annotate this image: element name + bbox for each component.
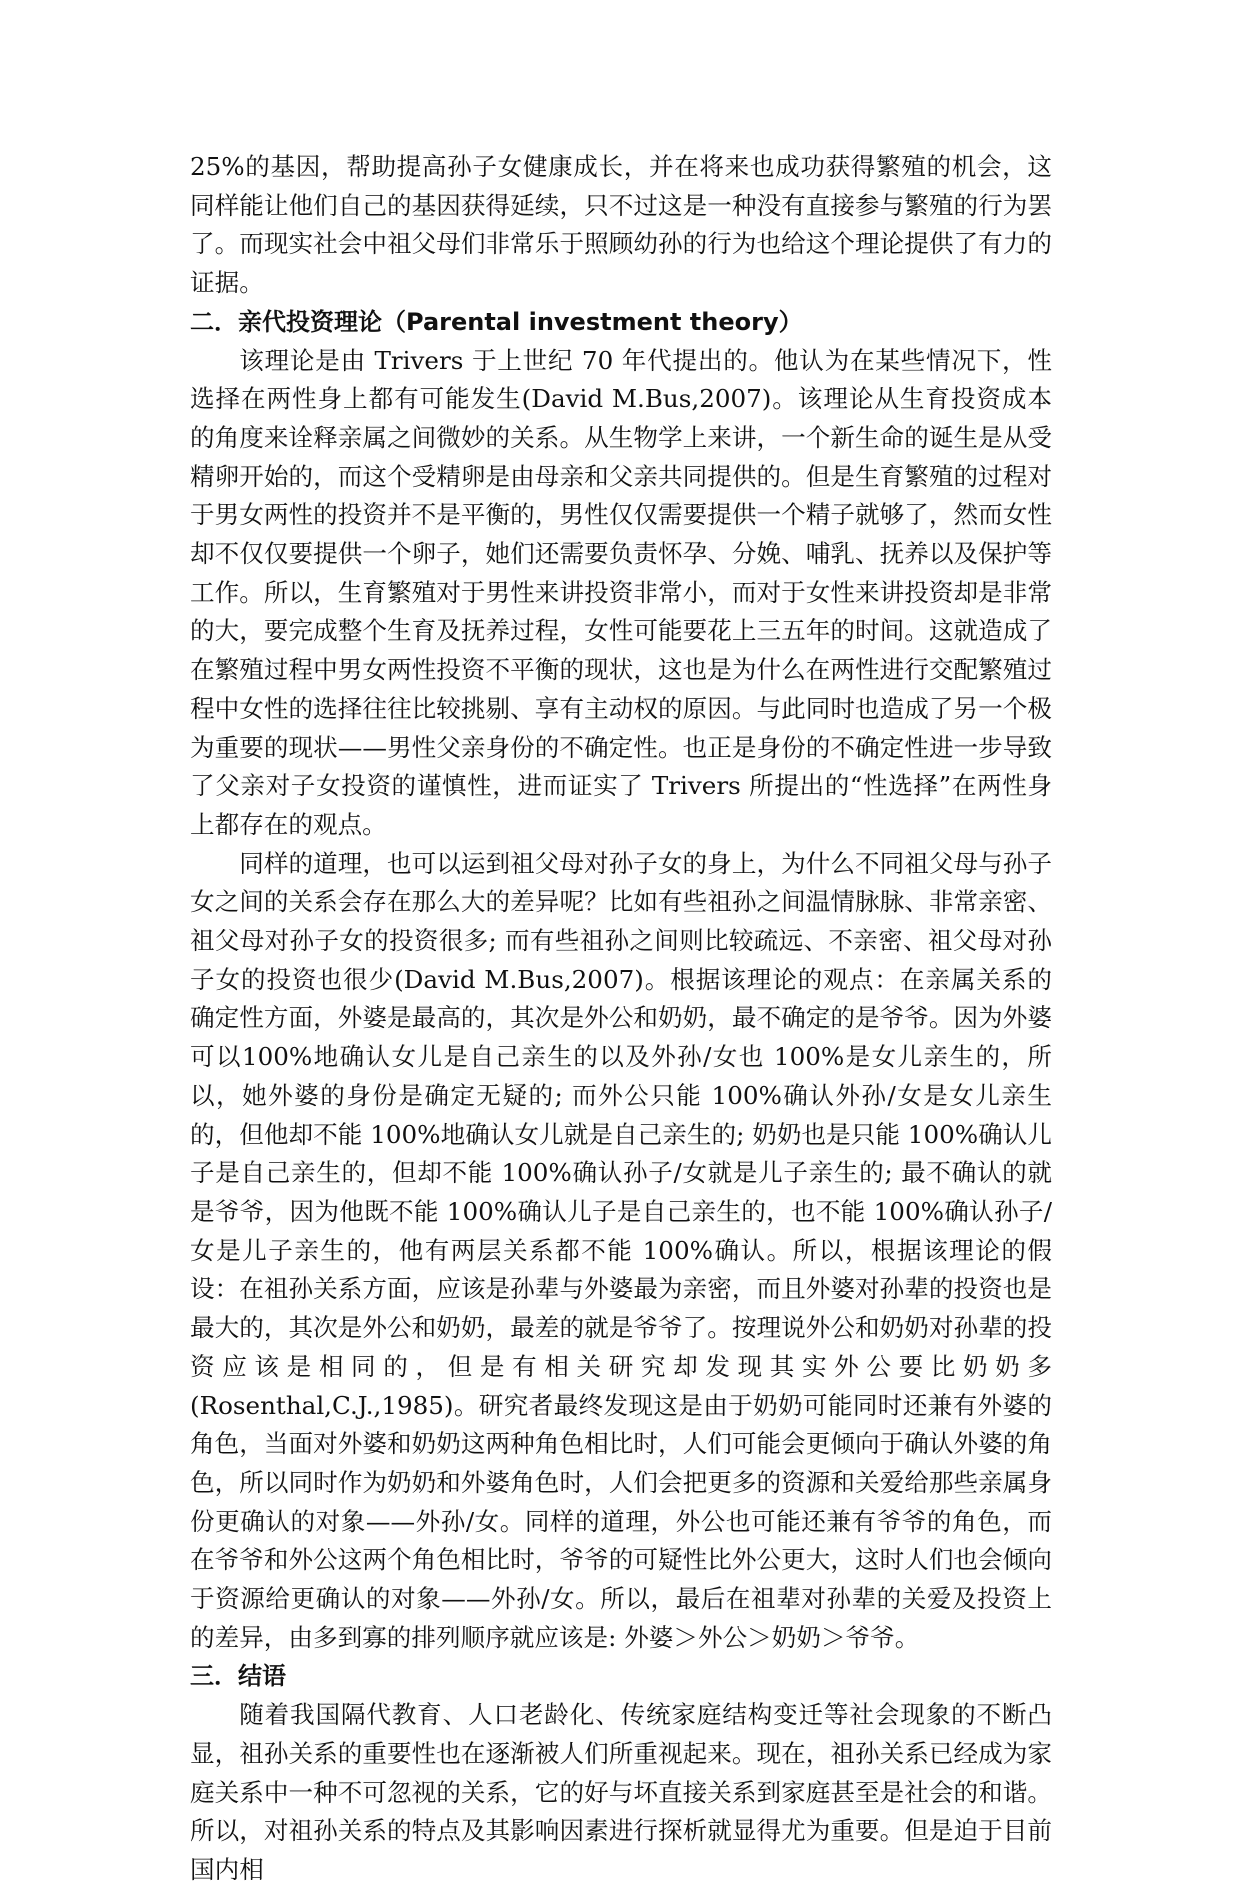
paragraph-conclusion: 随着我国隔代教育、人口老龄化、传统家庭结构变迁等社会现象的不断凸显，祖孙关系的重要性也在逐渐被人们所重视起来。现在，祖孙关系已经成为家庭关系中一种不可忽视的关系，它的好与坏直接关系到家庭甚至是社会的和谐。所以，对祖孙关系的特点及其影响因素进行探析就显得尤为重要。但是迫于目前国内相 bbox=[190, 1700, 1052, 1884]
section-heading-parental-investment: 二．亲代投资理论（Parental investment theory） bbox=[190, 307, 803, 336]
document-page bbox=[190, 148, 1052, 1890]
section-heading-conclusion: 三．结语 bbox=[190, 1662, 286, 1691]
paragraph-grandparent-investment: 同样的道理，也可以运到祖父母对孙子女的身上，为什么不同祖父母与孙子女之间的关系会存在那么大的差异呢？比如有些祖孙之间温情脉脉、非常亲密、祖父母对孙子女的投资很多; 而有些祖孙之间则比较疏远、不亲密、祖父母对孙子女的投资也很少(David M.Bus,2007)。根据该理论的观点：在亲属关系的确定性方面，外婆是最高的，其次是外公和奶奶，最不确定的是爷爷。因为外婆可以100%地确认女儿是自己亲生的以及外孙/女也 100%是女儿亲生的，所以，她外婆的身份是确定无疑的; 而外公只能 100%确认外孙/女是女儿亲生的，但他却不能 100%地确认女儿就是自己亲生的; 奶奶也是只能 100%确认儿子是自己亲生的，但却不能 100%确认孙子/女就是儿子亲生的; 最不确认的就是爷爷，因为他既不能 100%确认儿子是自己亲生的，也不能 100%确认孙子/女是儿子亲生的，他有两层关系都不能 100%确认。所以，根据该理论的假设：在祖孙关系方面，应该是孙辈与外婆最为亲密，而且外婆对孙辈的投资也是最大的，其次是外公和奶奶，最差的就是爷爷了。按理说外公和奶奶对孙辈的投资应该是相同的，但是有相关研究却发现其实外公要比奶奶多(Rosenthal,C.J.,1985)。研究者最终发现这是由于奶奶可能同时还兼有外婆的角色，当面对外婆和奶奶这两种角色相比时，人们可能会更倾向于确认外婆的角色，所以同时作为奶奶和外婆角色时，人们会把更多的资源和关爱给那些亲属身份更确认的对象——外孙/女。同样的道理，外公也可能还兼有爷爷的角色，而在爷爷和外公这两个角色相比时，爷爷的可疑性比外公更大，这时人们也会倾向于资源给更确认的对象——外孙/女。所以，最后在祖辈对孙辈的关爱及投资上的差异，由多到寡的排列顺序就应该是: 外婆＞外公＞奶奶＞爷爷。 bbox=[190, 848, 1052, 1652]
paragraph-intro: 25%的基因，帮助提高孙子女健康成长，并在将来也成功获得繁殖的机会，这同样能让他们自己的基因获得延续，只不过这是一种没有直接参与繁殖的行为罢了。而现实社会中祖父母们非常乐于照顾幼孙的行为也给这个理论提供了有力的证据。 bbox=[190, 152, 1052, 298]
paragraph-theory-origin: 该理论是由 Trivers 于上世纪 70 年代提出的。他认为在某些情况下，性选择在两性身上都有可能发生(David M.Bus,2007)。该理论从生育投资成本的角度来诠释亲属之间微妙的关系。从生物学上来讲，一个新生命的诞生是从受精卵开始的，而这个受精卵是由母亲和父亲共同提供的。但是生育繁殖的过程对于男女两性的投资并不是平衡的，男性仅仅需要提供一个精子就够了，然而女性却不仅仅要提供一个卵子，她们还需要负责怀孕、分娩、哺乳、抚养以及保护等工作。所以，生育繁殖对于男性来讲投资非常小，而对于女性来讲投资却是非常的大，要完成整个生育及抚养过程，女性可能要花上三五年的时间。这就造成了在繁殖过程中男女两性投资不平衡的现状，这也是为什么在两性进行交配繁殖过程中女性的选择往往比较挑剔、享有主动权的原因。与此同时也造成了另一个极为重要的现状——男性父亲身份的不确定性。也正是身份的不确定性进一步导致了父亲对子女投资的谨慎性，进而证实了 Trivers 所提出的“性选择”在两性身上都存在的观点。 bbox=[190, 345, 1052, 839]
